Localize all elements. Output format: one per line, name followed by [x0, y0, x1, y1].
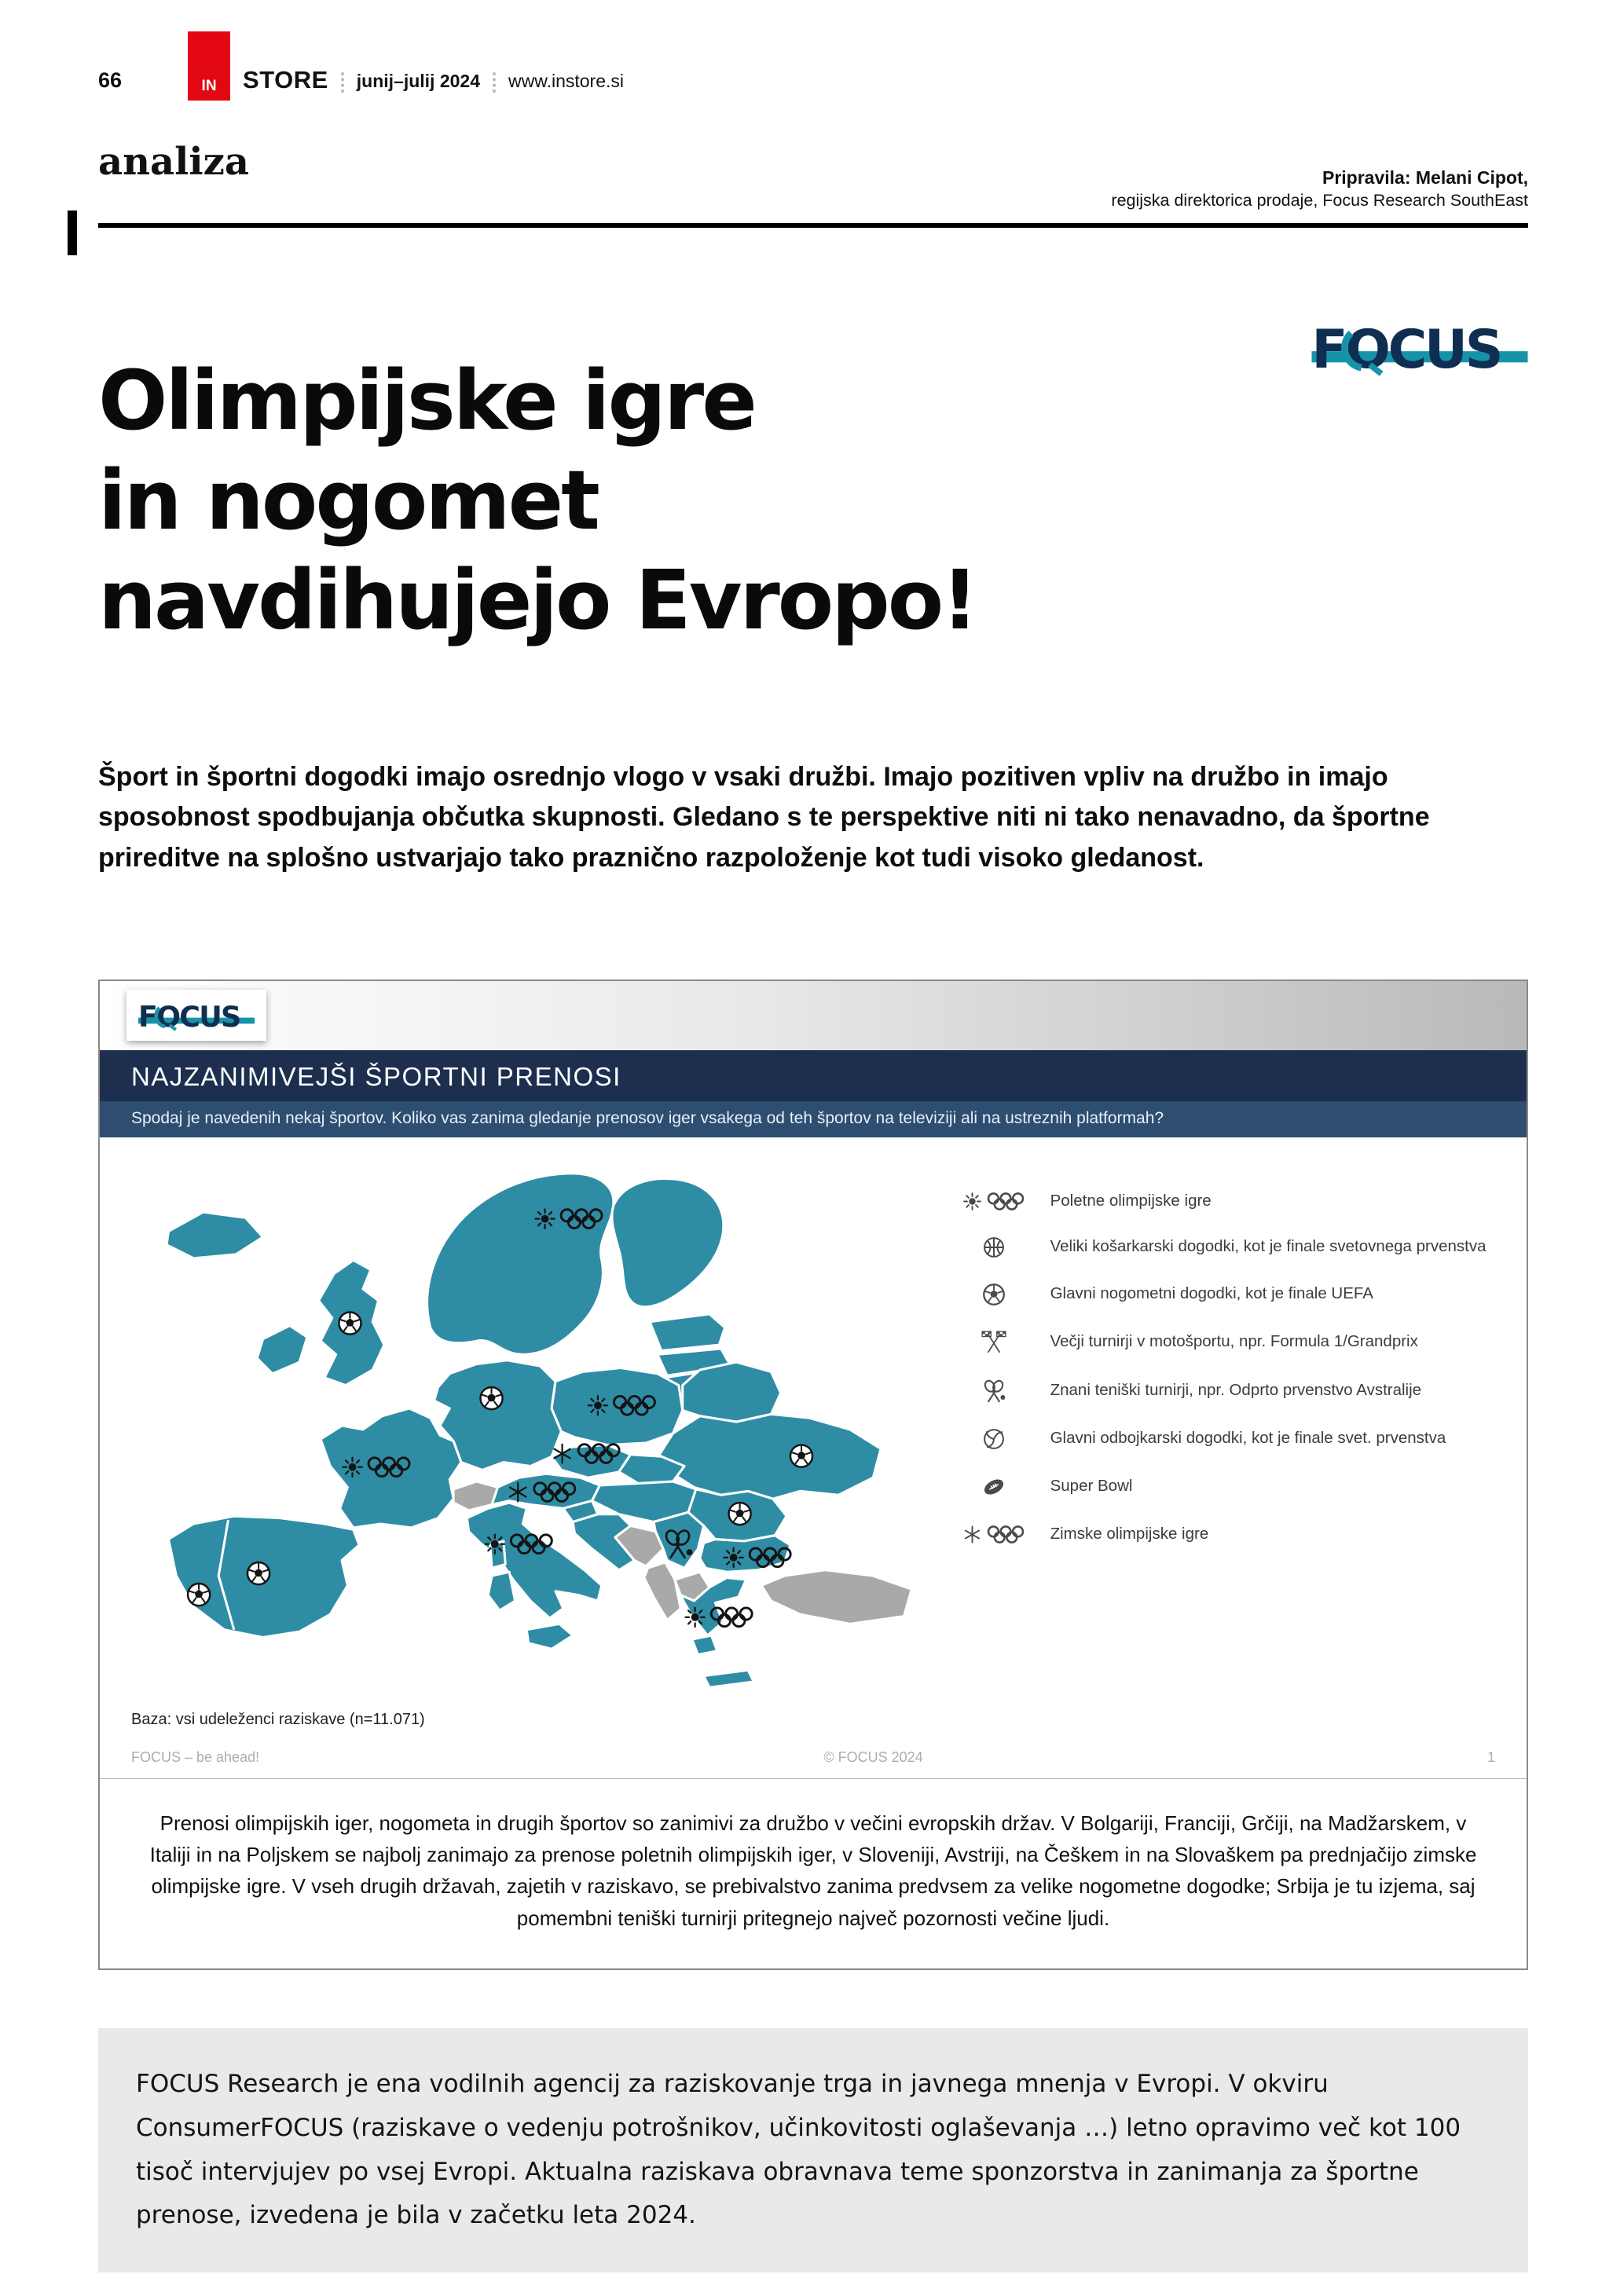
american-football-icon [950, 1474, 1038, 1500]
hero [98, 297, 1528, 705]
map-country-finland [612, 1178, 724, 1306]
map-countries [167, 1173, 911, 1686]
focus-logo-graphic [1311, 313, 1528, 378]
summer-olympics-marker-poland [588, 1396, 607, 1415]
slide-figure [98, 980, 1528, 1970]
legend-item [950, 1379, 1501, 1404]
football-marker-ukraine [790, 1445, 812, 1467]
legend-label: Poletne olimpijske igre [1050, 1191, 1212, 1210]
map-country-sardinia [488, 1572, 515, 1610]
map-country-norway-sweden [427, 1173, 614, 1354]
focus-logo-graphic [138, 997, 255, 1032]
headline-line-3: navdihujejo Evropo! [98, 552, 977, 649]
europe-map [111, 1156, 939, 1700]
masthead-separator [341, 72, 344, 93]
legend-item [950, 1428, 1501, 1450]
legend-item [950, 1283, 1501, 1306]
focus-tagline: FOCUS – be ahead! [131, 1749, 260, 1765]
lead-paragraph: Šport in športni dogodki imajo osrednjo vlogo v vsaki družbi. Imajo pozitiven vpliv na družbo in imajo sposobnost spodbujanja občutka skupnosti. Gledano s te perspektive niti ni tako nenavadno, da športne prireditve na splošno ustvarjajo tako praznično razpoloženje kot tudi visoko gledanost. [98, 761, 1430, 873]
page-number: 66 [98, 68, 123, 92]
instore-logo-prefix: IN [201, 78, 217, 94]
legend-label: Glavni odbojkarski dogodki, kot je finale svet. prvenstva [1050, 1429, 1446, 1448]
instore-logo [188, 31, 624, 101]
summer-olympics-marker-greece [686, 1607, 705, 1626]
map-country-peloponnese [692, 1635, 717, 1655]
instore-logo-name: STORE [243, 66, 328, 93]
focus-logo-small [126, 990, 266, 1041]
map-legend [939, 1156, 1506, 1700]
issue-date: junij–julij 2024 [356, 71, 481, 91]
legend-label: Veliki košarkarski dogodki, kot je finale svetovnega prvenstva [1050, 1237, 1487, 1256]
map-country-estonia [650, 1314, 725, 1351]
map-country-crete [704, 1670, 754, 1687]
legend-label: Super Bowl [1050, 1477, 1133, 1496]
europe-map-wrap [111, 1156, 939, 1700]
section-row [98, 112, 1528, 212]
legend-item [950, 1474, 1501, 1500]
slide-title: NAJZANIMIVEJŠI ŠPORTNI PRENOSI [100, 1050, 1527, 1101]
map-country-ukraine [659, 1414, 881, 1499]
legend-item [950, 1331, 1501, 1354]
map-country-switzerland [453, 1481, 497, 1511]
map-country-montenegro-albania [644, 1562, 681, 1620]
headline-line-2: in nogomet [98, 452, 598, 549]
legend-label: Glavni nogometni dogodki, kot je finale UEFA [1050, 1284, 1373, 1303]
slide-footer [100, 1729, 1527, 1778]
basketball-icon [950, 1236, 1038, 1258]
legend-label: Zimske olimpijske igre [1050, 1524, 1209, 1543]
football-marker-germany [480, 1387, 502, 1409]
divider-rule [98, 223, 1528, 228]
figure-caption: Prenosi olimpijskih iger, nogometa in drugih športov so zanimivi za družbo v večini evropskih držav. V Bolgariji, Franciji, Grčiji, na Madžarskem, v Italiji in na Poljskem se najbolj zanimajo za prenose poletnih olimpijskih iger, v Sloveniji, Avstriji, na Češkem in na Slovaškem pa prednjačijo zimske olimpijske igre. V vseh drugih državah, zajetih v raziskavo, se prebivalstvo zanima predvsem za velike nogometne dogodke; Srbija je tu izjema, saj pomembni teniški turnirji pritegnejo največ pozornosti večine ljudi. [100, 1778, 1527, 1968]
football-marker-portugal [188, 1584, 210, 1606]
legend-label: Znani teniški turnirji, npr. Odprto prvenstvo Avstralije [1050, 1381, 1422, 1400]
masthead-separator [493, 72, 496, 93]
legend-item [950, 1236, 1501, 1258]
winter-olympics-icon [950, 1524, 1038, 1545]
focus-logo [1269, 297, 1528, 705]
summer-olympics-marker-bulgaria [724, 1547, 743, 1566]
instore-logo-box [188, 31, 230, 101]
football-marker-romania [729, 1503, 751, 1525]
headline-line-1: Olimpijske igre [98, 353, 755, 449]
slide-top-bar [100, 981, 1527, 1050]
byline-role: regijska direktorica prodaje, Focus Research SouthEast [1111, 190, 1528, 210]
masthead [98, 22, 1528, 101]
map-country-iceland [167, 1212, 263, 1258]
football-icon [950, 1283, 1038, 1306]
copyright-note: © FOCUS 2024 [823, 1749, 923, 1765]
football-marker-united-kingdom [339, 1312, 361, 1334]
sample-base-note: Baza: vsi udeleženci raziskave (n=11.071) [131, 1710, 425, 1728]
tennis-icon [950, 1379, 1038, 1404]
summer-olympics-marker-scandinavia [535, 1209, 554, 1228]
map-country-turkey [761, 1569, 911, 1624]
legend-item [950, 1524, 1501, 1545]
slide-page-number: 1 [1487, 1749, 1495, 1765]
volleyball-icon [950, 1428, 1038, 1450]
map-country-sicily [526, 1624, 573, 1649]
slide-subtitle: Spodaj je navedenih nekaj športov. Koliko vas zanima gledanje prenosov iger vsakega od teh športov na televiziji ali na ustreznih platformah? [100, 1101, 1527, 1137]
article-headline [98, 351, 1269, 650]
about-focus-note: FOCUS Research je ena vodilnih agencij za raziskovanje trga in javnega mnenja v Evropi. V okviru ConsumerFOCUS (raziskave o vedenju potrošnikov, učinkovitosti oglaševanja …) letno opravimo več kot 100 tisoč intervjujev po vsej Evropi. Aktualna raziskava obravnava teme sponzorstva in zanimanja za športne prenose, izvedena je bila v začetku leta 2024. [98, 2028, 1528, 2272]
map-country-ireland [257, 1325, 307, 1373]
motorsport-icon [950, 1331, 1038, 1354]
section-title: analiza [98, 139, 249, 184]
byline [1111, 167, 1528, 212]
headline-block [98, 297, 1269, 705]
byline-author: Pripravila: Melani Cipot, [1322, 167, 1528, 188]
summer-olympics-icon [950, 1191, 1038, 1212]
margin-tick [68, 211, 77, 255]
summer-olympics-marker-france [343, 1457, 361, 1476]
summer-olympics-marker-italy [486, 1534, 504, 1553]
football-marker-spain [247, 1562, 269, 1584]
legend-item [950, 1191, 1501, 1212]
map-country-belarus [683, 1362, 781, 1422]
website-link[interactable]: www.instore.si [508, 71, 624, 91]
legend-label: Večji turnirji v motošportu, npr. Formula 1/Grandprix [1050, 1332, 1418, 1351]
slide-body [100, 1137, 1527, 1703]
